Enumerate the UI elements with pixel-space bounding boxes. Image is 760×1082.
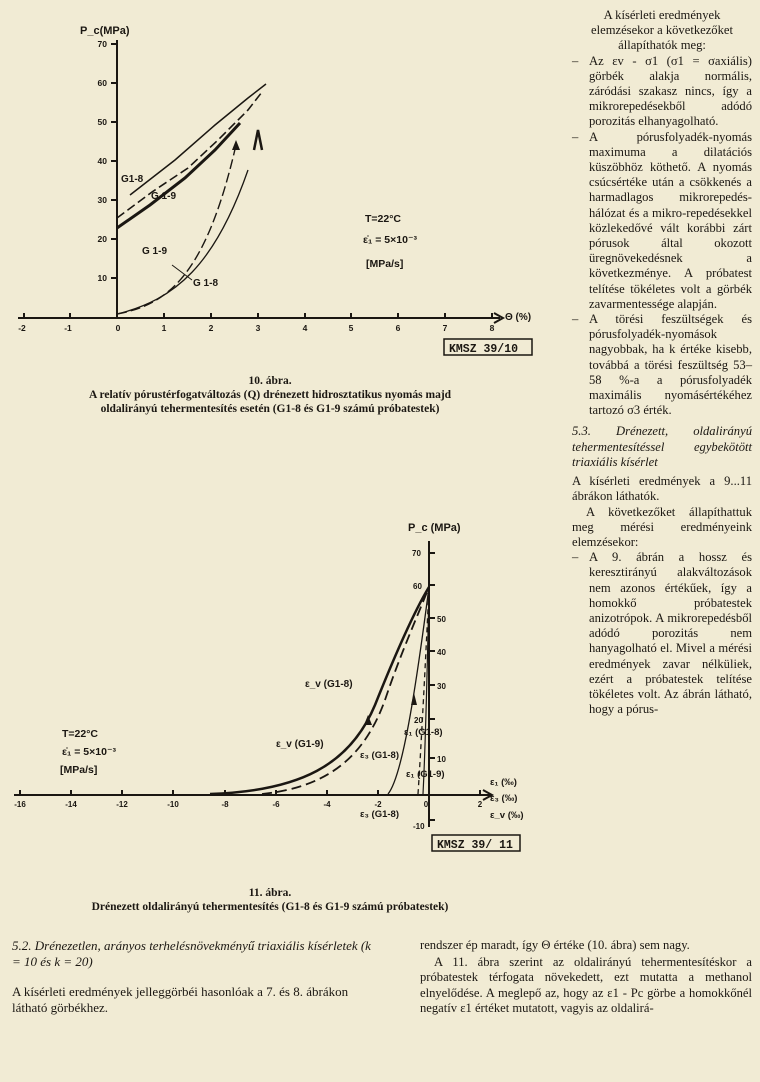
- fig10-arrow-a: [232, 140, 240, 150]
- fig11-curve-ev-g19: [210, 587, 429, 794]
- fig10-xtick: 0: [115, 323, 121, 333]
- heading-5-2: 5.2. Drénezetlen, arányos terhelésnövekményű triaxiális kísérletek (k = 10 és k = 20): [12, 938, 371, 969]
- fig10-curve-g19-upper: [117, 92, 262, 218]
- fig11-ytick: 20: [414, 716, 423, 725]
- fig11-xtick: -4: [323, 800, 331, 809]
- fig10-xtick: 1: [161, 323, 167, 333]
- fig10-caption-number: 10. ábra.: [248, 375, 292, 387]
- fig11-arrow-b: [411, 693, 417, 705]
- fig11-legend-e1: ε₁ (‰): [490, 777, 517, 788]
- right-column: [572, 8, 752, 717]
- bullet-4: – A 9. ábrán a hossz és keresztirányú alakváltozások nem azonos értékűek, így a homokkő próbatestek anizotrópok. A mikrorepedésből adódó porozitás nem hanyagolható el. Mivel a mérési eredmények zavar nélküliek, ezért a próbatestek telítése tökéletes volt. Az ábrán látható, hogy a pórus-: [572, 550, 752, 717]
- fig11-caption-line1: Drénezett oldalirányú tehermentesítés (G1-8 és G1-9 számú próbatestek): [91, 901, 449, 913]
- fig10-xtick: 8: [489, 323, 495, 333]
- bullet-1: – Az εv - σ1 (σ1 = σaxiális) görbék alakja normális, záródási szakasz nincs, így a mikrorepedésekből adódó porozitás elhanyagolható.: [572, 54, 752, 130]
- fig11-curve-ev-g18: [262, 587, 429, 794]
- fig10-cond-unit: [MPa/s]: [366, 258, 404, 270]
- intro-paragraph: A kísérleti eredmények elemzésekor a következőket állapíthatók meg:: [591, 8, 733, 53]
- fig10-label-g19: G 1-9: [151, 191, 177, 202]
- fig11-label-e3-g18: ε₃ (G1-8): [360, 750, 399, 761]
- fig11-ytick: 30: [437, 682, 446, 691]
- fig10-xtick: 5: [348, 323, 354, 333]
- fig10-curve-g19-lower: [117, 170, 248, 314]
- fig11-label-ev-g18: ε_v (G1-8): [305, 679, 353, 690]
- heading-5-3: 5.3. Drénezett, oldalirányú tehermentesítéssel egybekötött triaxiális kísérlet: [572, 424, 752, 469]
- fig10-xtick: 4: [302, 323, 308, 333]
- fig10-caption-line1: A relatív pórustérfogatváltozás (Q) drénezett hidrosztatikus nyomás majd: [88, 389, 452, 401]
- fig10-arrow-b: [254, 130, 262, 150]
- fig11-cond-unit: [MPa/s]: [60, 764, 98, 776]
- fig11-xtick: -2: [374, 800, 382, 809]
- bullet-2: – A pórusfolyadék-nyomás maximuma a dilatációs küszöbhöz köthető. A nyomás csúcsértéke után a csökkenés a harmadlagos mikrorepedés-hálózat és a mikro-repedésekkel közlekedővé vált korábbi zárt pórusok által okozott üregnövekedésnek a következménye. A próbatest telítése tökéletes volt a görbék zavarmentessége alapján.: [572, 130, 752, 312]
- fig10-ytick: 40: [97, 156, 107, 166]
- fig11-caption-number: 11. ábra.: [248, 887, 292, 899]
- fig11-legend-ev: ε_v (‰): [490, 810, 524, 821]
- fig10-curve-g18-lower: [117, 145, 236, 314]
- fig11-legend-e3: ε₃ (‰): [490, 793, 518, 804]
- fig10-xtick: 6: [395, 323, 401, 333]
- fig10-ytick: 20: [97, 234, 107, 244]
- paragraph-results: A kísérleti eredmények a 9...11 ábrákon láthatók.: [572, 474, 752, 504]
- fig11-xtick: 2: [477, 800, 483, 809]
- continued-line: rendszer ép maradt, így Θ értéke (10. ábra) sem nagy.: [420, 938, 690, 952]
- fig11-cond-temp: T=22°C: [62, 728, 99, 740]
- fig11-label-e3-g18-bottom: ε₃ (G1-8): [360, 809, 399, 820]
- fig11-xtick: -14: [65, 800, 77, 809]
- fig11-y-axis-label: P_c (MPa): [408, 522, 461, 534]
- fig11-caption: [30, 886, 510, 914]
- fig10-x-axis-label: Θ (%): [505, 312, 532, 323]
- fig10-label-g18: G1-8: [121, 174, 144, 185]
- fig10-label-g19-lower: G 1-9: [142, 246, 168, 257]
- fig10-xtick: -2: [18, 323, 26, 333]
- bullet-3: – A törési feszültségek és pórusfolyadék-nyomások nagyobbak, ha k értéke kisebb, továbbá a törési feszültség 53–58 %-a a pórusfolyadék maximális nyomásértékéhez tartozó σ3 érték.: [572, 312, 752, 418]
- paragraph-5-2: A kísérleti eredmények jelleggörbéi hasonlóak a 7. és 8. ábrákon látható görbékhez.: [12, 984, 349, 1015]
- fig11-curve-e1-g18: [418, 587, 429, 794]
- fig11-cond-rate: ε̇₁ = 5×10⁻³: [62, 746, 116, 758]
- fig10-xtick: 2: [208, 323, 214, 333]
- fig11-ytick: -10: [413, 822, 425, 831]
- fig10-caption: [30, 374, 510, 416]
- fig11-xtick: -10: [167, 800, 179, 809]
- fig10-cond-rate: ε̇₁ = 5×10⁻³: [363, 234, 417, 246]
- fig10-xtick: 7: [442, 323, 448, 333]
- fig11-xtick: -16: [14, 800, 26, 809]
- fig11-ytick: 70: [412, 549, 421, 558]
- fig10-ytick: 50: [97, 117, 107, 127]
- fig11-ytick: 40: [437, 648, 446, 657]
- fig11-stamp: KMSZ 39/ 11: [437, 839, 513, 852]
- fig11-label-ev-g19: ε_v (G1-9): [276, 739, 324, 750]
- fig10-xtick: -1: [64, 323, 72, 333]
- fig10-ytick: 70: [97, 39, 107, 49]
- fig11-ytick: 50: [437, 615, 446, 624]
- paragraph-fig11: A 11. ábra szerint az oldalirányú tehermentesítéskor a próbatestek térfogata növekedett, ezt mutatta a methanol elnyelődése. A meglepő az, hogy az ε1 - Pc görbe a homokkőnél negatív ε1 értéket mutatott, vagyis az oldalirá-: [420, 955, 752, 1016]
- figure-10: [0, 0, 560, 362]
- fig10-cond-temp: T=22°C: [365, 213, 402, 225]
- fig11-ytick: 10: [437, 755, 446, 764]
- fig11-curve-e3: [388, 587, 429, 794]
- fig10-ytick: 10: [97, 273, 107, 283]
- fig10-y-axis-label: P_c(MPa): [80, 25, 130, 37]
- fig11-label-e1-g18: ε₁ (G1-8): [404, 727, 443, 738]
- fig11-ytick: 60: [413, 582, 422, 591]
- fig10-x-axis: [18, 313, 503, 323]
- fig10-xtick: 3: [255, 323, 261, 333]
- fig10-ytick: 30: [97, 195, 107, 205]
- fig10-label-g18-lower: G 1-8: [193, 278, 219, 289]
- fig10-stamp: KMSZ 39/10: [449, 343, 519, 356]
- fig10-caption-line2: oldalirányú tehermentesítés esetén (G1-8 és G1-9 számú próbatestek): [100, 403, 440, 415]
- fig10-ytick: 60: [97, 78, 107, 88]
- figure-11: [0, 515, 560, 855]
- fig11-xtick: -8: [221, 800, 229, 809]
- paragraph-findings: A következőket állapíthattuk meg mérési eredményeink elemzésekor:: [572, 504, 752, 549]
- fig11-xtick: -6: [272, 800, 280, 809]
- fig11-xtick: -12: [116, 800, 128, 809]
- fig11-label-e1-g19: ε₁ (G1-9): [406, 769, 445, 780]
- fig11-xtick: 0: [423, 800, 429, 809]
